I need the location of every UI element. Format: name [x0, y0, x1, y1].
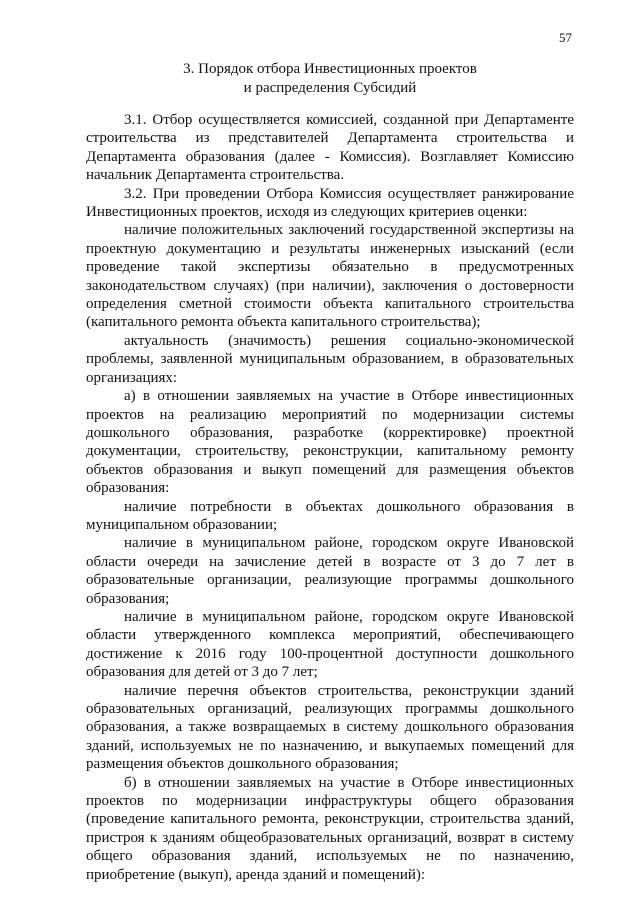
paragraph-line: Департамента образования (далее - Комиссия). Возглавляет Комиссию [86, 148, 574, 165]
paragraph-line: проектную документацию и результаты инженерных изысканий (если [86, 240, 574, 257]
paragraph-line: определения сметной стоимости объекта капитального строительства [86, 296, 574, 313]
paragraph-line: законодательством случаях) (при наличии), заключения о достоверности [86, 277, 574, 294]
paragraph-line: образования, а также возвращаемых в систему дошкольного образования [86, 719, 574, 736]
paragraph-line: актуальность (значимость) решения социально-экономической [124, 332, 574, 349]
paragraph-line: (капитального ремонта объекта капитального строительства); [86, 314, 481, 331]
paragraph-line: дошкольного образования, разработке (корректировке) проектной [86, 424, 574, 441]
paragraph-line: 3.2. При проведении Отбора Комиссия осуществляет ранжирование [124, 185, 574, 202]
paragraph-line: наличие перечня объектов строительства, реконструкции зданий [124, 682, 574, 699]
paragraph-line: проблемы, заявленной муниципальным образованием, в образовательных [86, 351, 574, 368]
paragraph-line: образовательных организаций, реализующих программы дошкольного [86, 701, 574, 717]
paragraph-line: начальник Департамента строительства. [86, 167, 345, 184]
paragraph-line: области утвержденного комплекса мероприятий, обеспечивающего [86, 627, 574, 644]
paragraph [86, 682, 574, 774]
paragraph [86, 498, 574, 535]
paragraph-line: наличие в муниципальном районе, городском округе Ивановской [124, 608, 574, 625]
section-heading [86, 60, 574, 98]
paragraph [86, 332, 574, 387]
page-number: 57 [559, 30, 572, 45]
document-body [86, 111, 574, 884]
paragraph-line: наличие в муниципальном районе, городском округе Ивановской [124, 535, 574, 552]
paragraph-line: зданий, используемых не по назначению, и выкупаемых помещений для [86, 737, 574, 754]
paragraph-line: проектов на реализацию мероприятий по модернизации системы [86, 406, 574, 423]
paragraph [86, 534, 574, 608]
paragraph-line: объектов образования и выкуп помещений для размещения объектов [86, 461, 574, 478]
paragraph-line: образования; [86, 590, 170, 607]
paragraph-line: образования для детей от 3 до 7 лет; [86, 664, 318, 681]
paragraph [86, 221, 574, 331]
paragraph [86, 387, 574, 497]
section-heading-line-1: 3. Порядок отбора Инвестиционных проектов [183, 61, 477, 77]
paragraph [86, 185, 574, 222]
paragraph-line: общего образования зданий, используемых не по назначению, [86, 848, 574, 865]
paragraph-line: муниципальном образовании; [86, 516, 278, 533]
paragraph [86, 608, 574, 682]
paragraph-line: строительства из представителей Департамента строительства и [86, 130, 574, 147]
paragraph-line: а) в отношении заявляемых на участие в Отборе инвестиционных [124, 388, 574, 405]
paragraph-line: (проведение капитального ремонта, реконструкции, строительства зданий, [86, 811, 574, 828]
paragraph-line: образовательные организации, реализующие программы дошкольного [86, 572, 574, 589]
paragraph-line: области очереди на зачисление детей в возрасте от 3 до 7 лет в [86, 553, 574, 570]
paragraph-line: проектов по модернизации инфраструктуры общего образования [86, 793, 574, 810]
paragraph-line: организациях: [86, 369, 178, 386]
section-heading-line-2: и распределения Субсидий [243, 80, 417, 96]
paragraph [86, 774, 574, 884]
paragraph-line: приобретение (выкуп), аренда зданий и помещений): [86, 866, 426, 883]
paragraph-line: пристроя к зданиям общеобразовательных организаций, возврат в систему [86, 829, 574, 846]
paragraph-line: б) в отношении заявляемых на участие в Отборе инвестиционных [124, 774, 574, 791]
paragraph-line: наличие потребности в объектах дошкольного образования в [124, 498, 574, 515]
paragraph-line: 3.1. Отбор осуществляется комиссией, созданной при Департаменте [124, 112, 574, 128]
paragraph-line: Инвестиционных проектов, исходя из следующих критериев оценки: [86, 204, 528, 221]
paragraph-line: размещения объектов дошкольного образования; [86, 756, 399, 773]
paragraph [86, 111, 574, 185]
paragraph-line: наличие положительных заключений государственной экспертизы на [124, 222, 574, 239]
paragraph-line: проведение такой экспертизы обязательно в предусмотренных [86, 259, 574, 276]
paragraph-line: документации, строительству, реконструкции, капитальному ремонту [86, 443, 574, 460]
paragraph-line: достижение к 2016 году 100-процентной доступности дошкольного [86, 645, 574, 662]
paragraph-line: образования: [86, 480, 170, 497]
